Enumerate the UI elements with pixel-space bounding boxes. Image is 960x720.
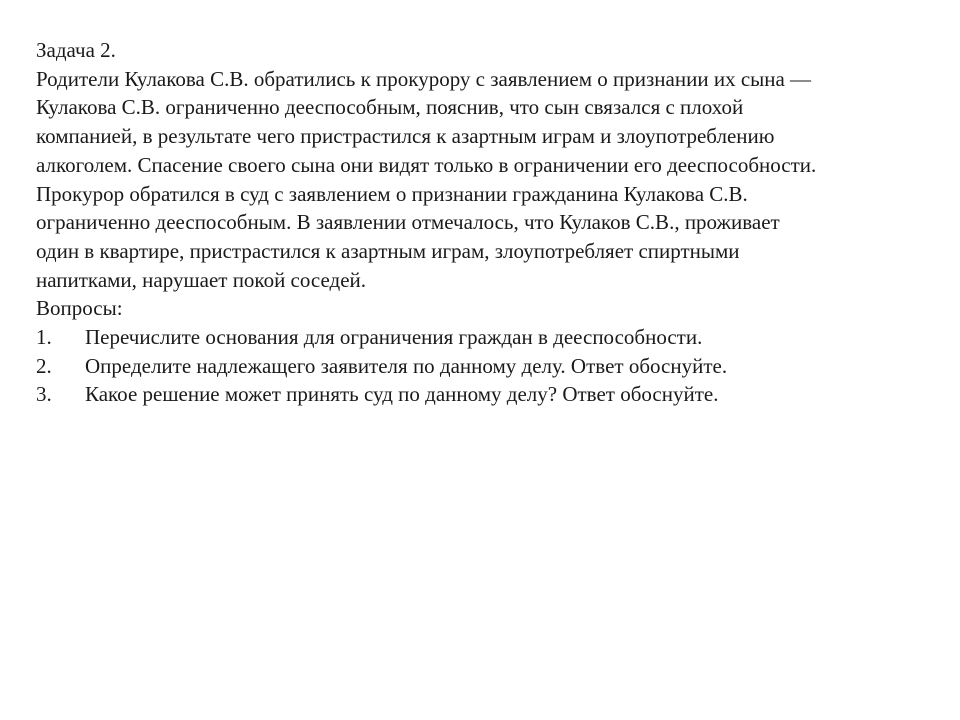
task-body-line-1: Родители Кулакова С.В. обратились к прокурору с заявлением о признании их сына — [36, 66, 812, 91]
question-item-1 [36, 323, 936, 352]
question-text: Перечислите основания для ограничения граждан в дееспособности. [85, 325, 703, 350]
question-text: Какое решение может принять суд по данному делу? Ответ обоснуйте. [85, 382, 719, 407]
question-item-2 [36, 352, 936, 381]
question-number: 2. [36, 353, 52, 378]
task-body-line-7: один в квартире, пристрастился к азартным играм, злоупотребляет спиртными [36, 238, 740, 263]
task-body-line-6: ограниченно дееспособным. В заявлении отмечалось, что Кулаков С.В., проживает [36, 210, 780, 235]
task-body-line-2: Кулакова С.В. ограниченно дееспособным, пояснив, что сын связался с плохой [36, 95, 744, 120]
question-number: 1. [36, 325, 52, 350]
task-text-block [36, 36, 936, 409]
task-body-line-8: напитками, нарушает покой соседей. [36, 267, 367, 292]
task-body-line-3: компанией, в результате чего пристрастился к азартным играм и злоупотреблению [36, 124, 775, 149]
question-text: Определите надлежащего заявителя по данному делу. Ответ обоснуйте. [85, 353, 728, 378]
questions-heading: Вопросы: [36, 296, 123, 321]
task-body-line-4: алкоголем. Спасение своего сына они видят только в ограничении его дееспособности. [36, 152, 817, 177]
question-item-3 [36, 380, 936, 409]
question-number: 3. [36, 382, 52, 407]
task-title: Задача 2. [36, 38, 116, 62]
task-body-line-5: Прокурор обратился в суд с заявлением о признании гражданина Кулакова С.В. [36, 181, 748, 206]
